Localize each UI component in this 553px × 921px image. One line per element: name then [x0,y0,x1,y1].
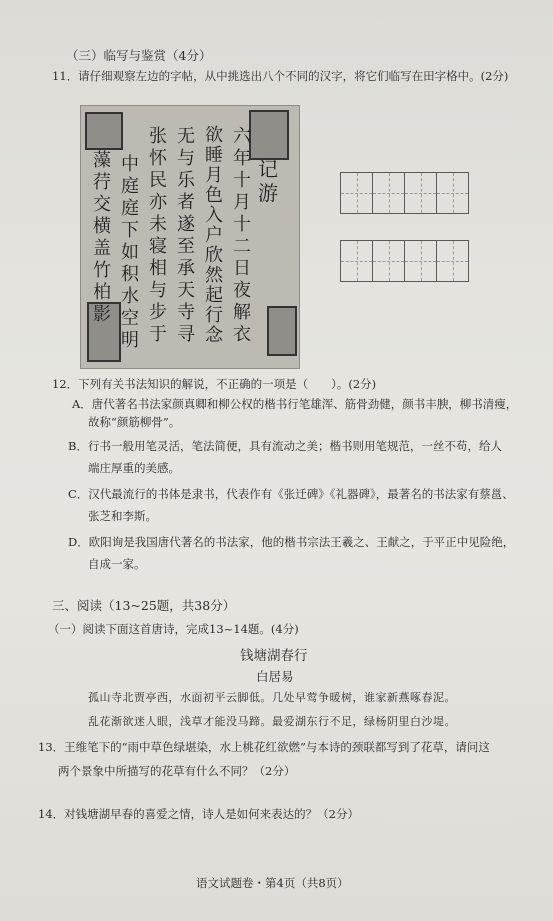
option-c-line-1: C．汉代最流行的书体是隶书，代表作有《张迁碑》《礼器碑》，最著名的书法家有蔡邕、 [68,487,514,501]
tianzige-grid-row-1[interactable] [340,172,468,214]
question-11: 11．请仔细观察左边的字帖，从中挑选出八个不同的汉字，将它们临写在田字格中。(2分) [52,69,509,83]
reading-part-1-instruction: （一）阅读下面这首唐诗，完成13~14题。(4分) [48,622,299,636]
tianzige-cell[interactable] [404,172,437,214]
calligraphy-column: 无与乐者遂至承天寺寻 [177,126,195,345]
option-b-line-1: B．行书一般用笔灵活，笔法简便，具有流动之美；楷书则用笔规范，一丝不苟，给人 [68,439,502,453]
section-heading-calligraphy: （三）临写与鉴赏（4分） [66,48,212,63]
tianzige-cell[interactable] [372,172,405,214]
tianzige-cell[interactable] [340,240,373,282]
poem-title: 钱塘湖春行 [240,648,308,664]
tianzige-cell[interactable] [436,172,469,214]
option-d-line-2: 自成一家。 [88,557,146,571]
calligraphy-column: 记游 [258,157,278,205]
tianzige-cell[interactable] [372,240,405,282]
question-12-stem: 12．下列有关书法知识的解说，不正确的一项是（ ）。(2分) [52,377,377,391]
section-heading-reading: 三、阅读（13~25题，共38分） [52,598,236,613]
seal-stamp [85,112,123,150]
question-13-line-2: 两个景象中所描写的花草有什么不同？（2分） [58,764,296,778]
seal-stamp [267,306,297,356]
poem-author: 白居易 [256,669,294,684]
calligraphy-column: 张怀民亦未寝相与步于 [149,126,167,345]
tianzige-grid-row-2[interactable] [340,240,468,282]
option-d-line-1: D．欧阳询是我国唐代著名的书法家，他的楷书宗法王羲之、王献之，于平正中见险绝， [68,535,515,549]
calligraphy-column: 六年十月十二日夜解衣 [233,126,251,345]
option-b-line-2: 端庄厚重的美感。 [88,461,180,475]
tianzige-cell[interactable] [404,240,437,282]
calligraphy-column: 欲睡月色入户欣然起行念 [205,125,223,346]
tianzige-cell[interactable] [340,172,373,214]
poem-line-2: 乱花渐欲迷人眼，浅草才能没马蹄。最爱湖东行不足，绿杨阴里白沙堤。 [88,715,456,728]
option-a-line-1: A．唐代著名书法家颜真卿和柳公权的楷书行笔雄浑、筋骨劲健，颜书丰腴，柳书清瘦， [72,397,518,411]
option-c-line-2: 张芝和李斯。 [88,509,157,523]
calligraphy-column: 藻荇交横盖竹柏影 [93,150,111,325]
question-14: 14．对钱塘湖早春的喜爱之情，诗人是如何来表达的？（2分） [38,807,359,821]
calligraphy-column: 中庭庭下如积水空明 [121,154,139,351]
seal-stamp [249,110,289,160]
poem-line-1: 孤山寺北贾亭西，水面初平云脚低。几处早莺争暖树，谁家新燕啄春泥。 [88,691,456,704]
option-a-line-2: 故称“颜筋柳骨”。 [88,415,181,429]
question-13-line-1: 13．王维笔下的“雨中草色绿堪染，水上桃花红欲燃”与本诗的颈联都写到了花草，请问这 [38,740,490,754]
page-footer: 语文试题卷・第4页（共8页） [196,876,349,890]
calligraphy-model-image [80,105,300,369]
tianzige-cell[interactable] [436,240,469,282]
